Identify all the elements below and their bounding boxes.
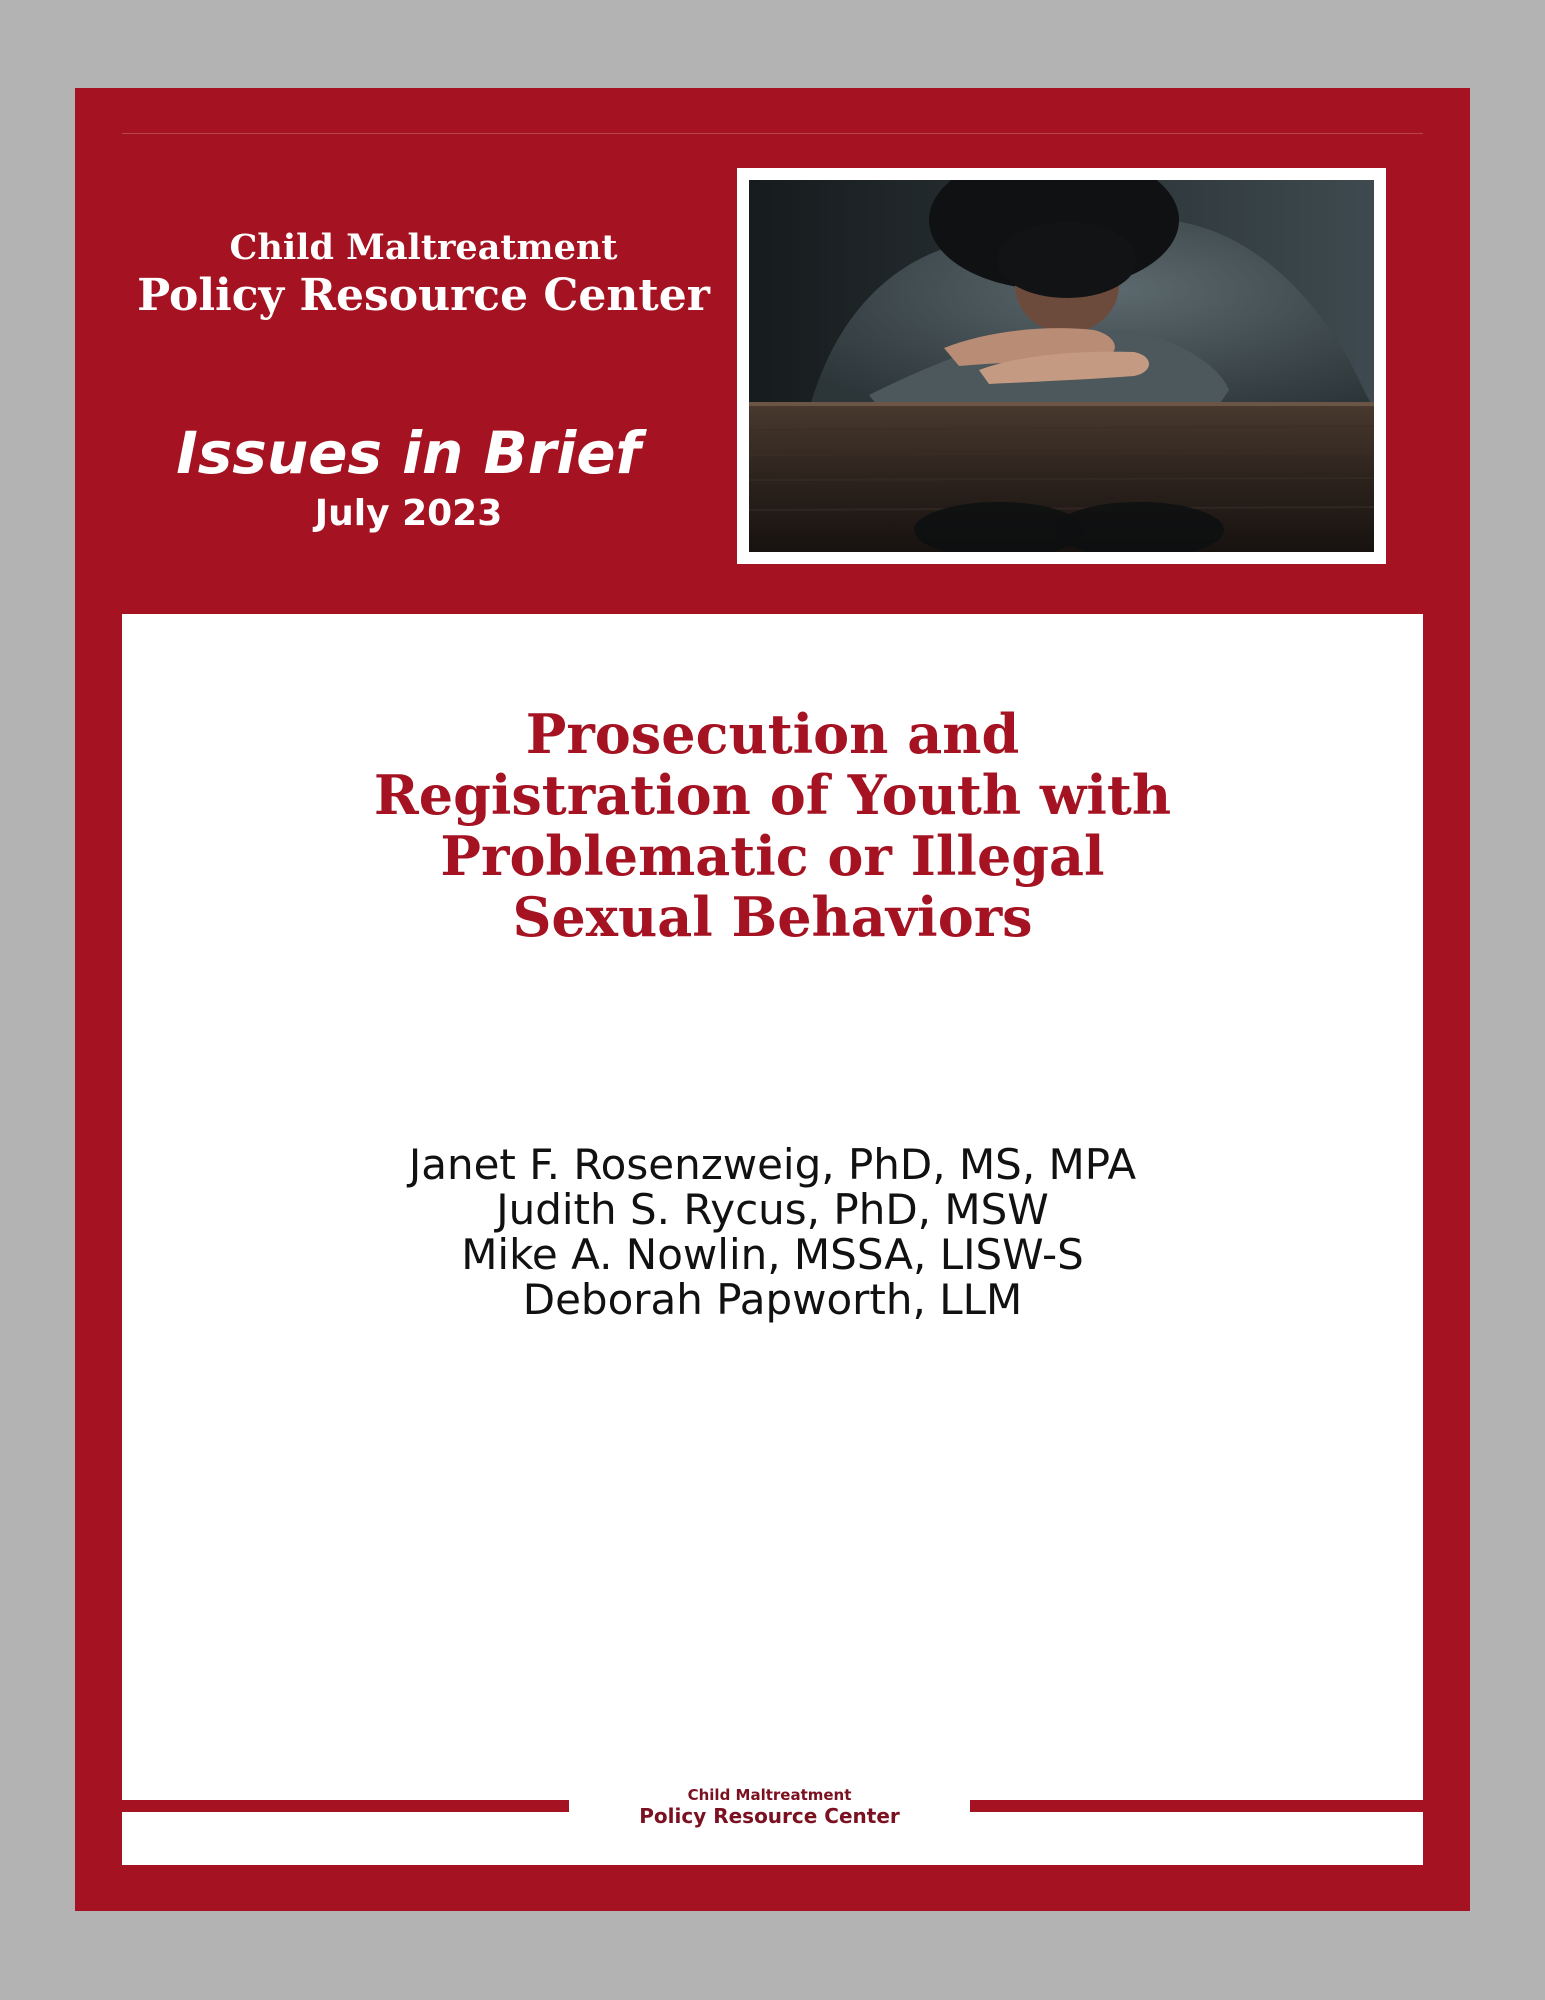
author-name: Janet F. Rosenzweig, PhD, MS, MPA <box>408 1140 1137 1189</box>
cover-photo-frame <box>737 168 1386 564</box>
header-divider <box>122 133 1423 134</box>
footer-logo <box>569 1786 970 1828</box>
footer-rule-right <box>970 1800 1423 1812</box>
author-name: Mike A. Nowlin, MSSA, LISW-S <box>461 1230 1084 1279</box>
footer-org-line1: Child Maltreatment <box>687 1786 852 1804</box>
footer-org-line2: Policy Resource Center <box>639 1804 900 1828</box>
cover-photo <box>749 180 1374 552</box>
title-line: Problematic or Illegal <box>440 824 1105 888</box>
organization-name <box>75 226 772 322</box>
title-line: Prosecution and <box>525 702 1020 766</box>
org-name-line2: Policy Resource Center <box>137 270 710 321</box>
content-panel <box>122 614 1423 1865</box>
youth-resting-head-on-hands-photo <box>749 180 1374 552</box>
document-title <box>122 704 1423 948</box>
footer-rule-left <box>122 1800 569 1812</box>
title-line: Registration of Youth with <box>373 763 1172 827</box>
series-title: Issues in Brief <box>176 419 641 487</box>
author-list <box>122 1142 1423 1322</box>
cover-page <box>75 88 1470 1911</box>
org-name-line1: Child Maltreatment <box>229 227 618 268</box>
author-name: Judith S. Rycus, PhD, MSW <box>496 1185 1049 1234</box>
series-block <box>75 418 772 536</box>
publication-date: July 2023 <box>314 493 503 534</box>
title-line: Sexual Behaviors <box>512 885 1033 949</box>
author-name: Deborah Papworth, LLM <box>522 1275 1023 1324</box>
